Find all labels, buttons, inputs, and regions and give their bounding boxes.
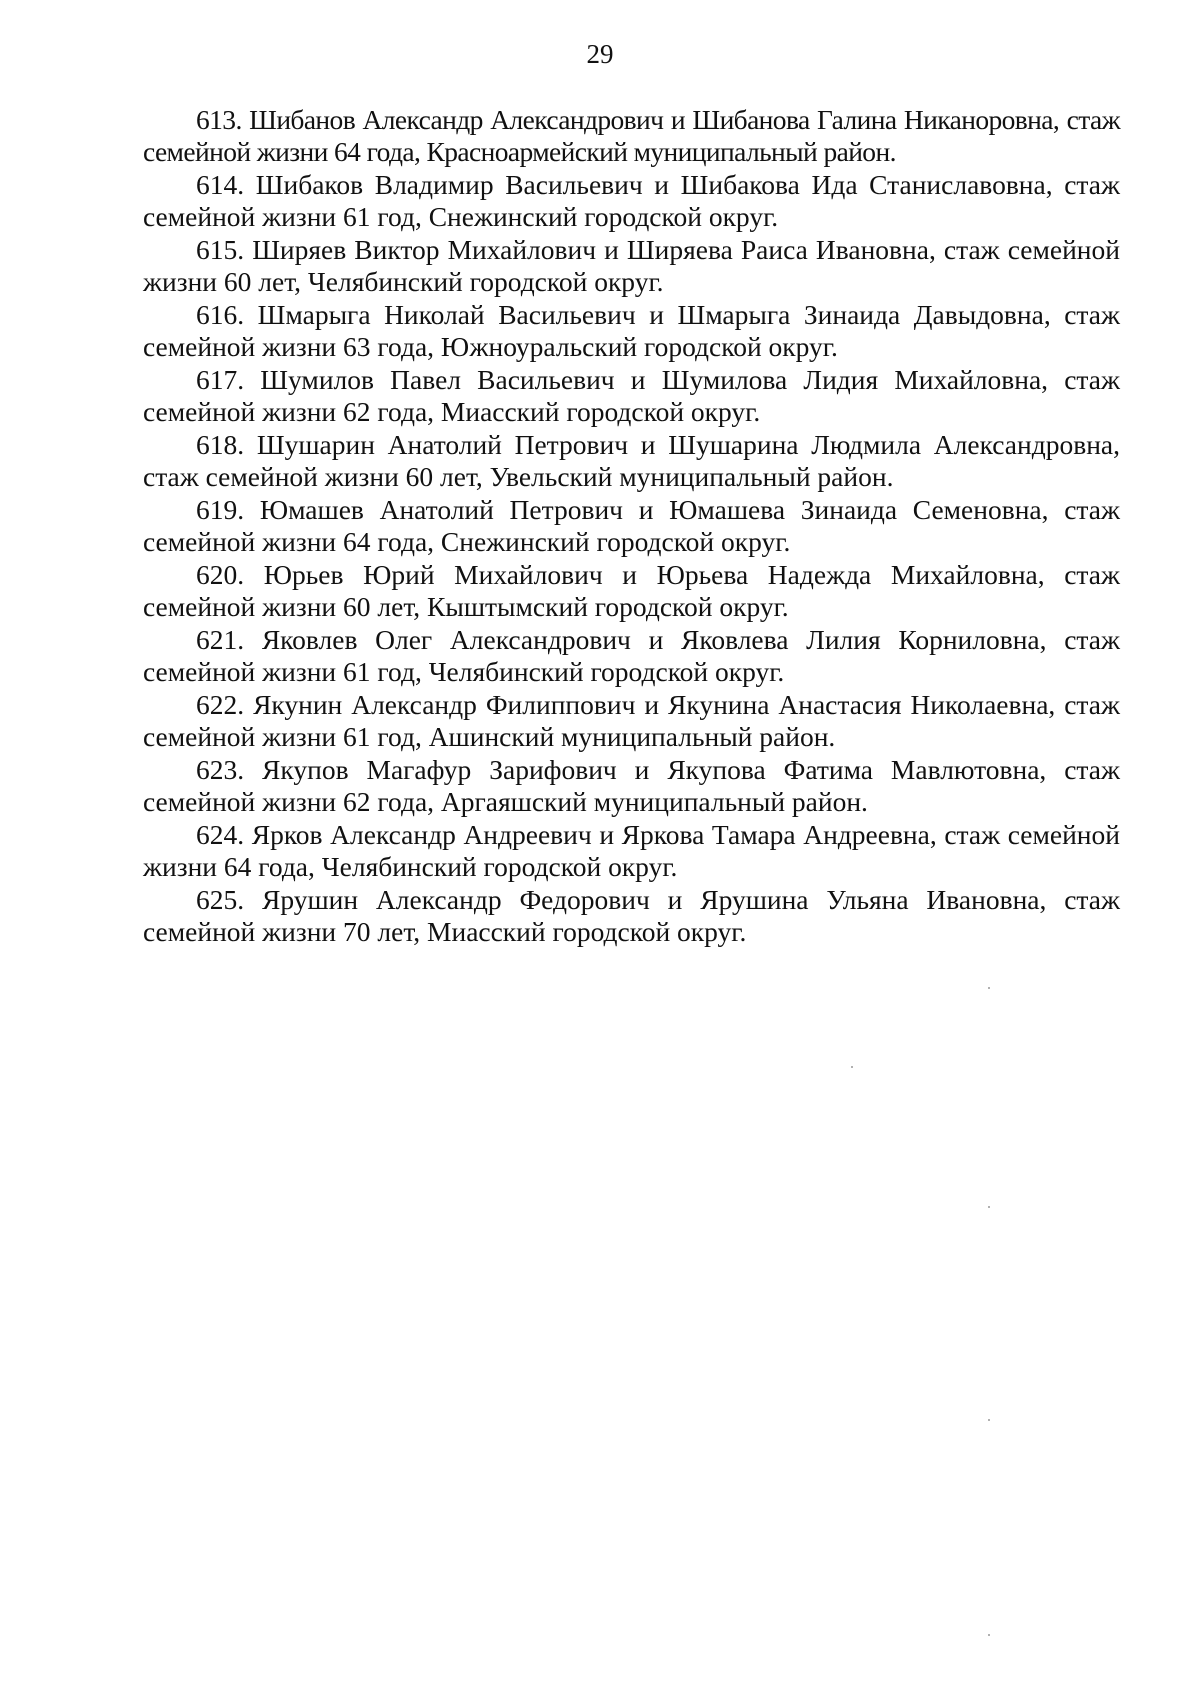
list-item: 621. Яковлев Олег Александрович и Яковлева Лилия Корниловна, стаж семейной жизни 61 год, Челябинский городской округ. xyxy=(143,624,1120,687)
list-item: 615. Ширяев Виктор Михайлович и Ширяева Раиса Ивановна, стаж семейной жизни 60 лет, Челябинский городской округ. xyxy=(143,234,1120,297)
scan-speck xyxy=(988,1419,990,1421)
list-item: 619. Юмашев Анатолий Петрович и Юмашева Зинаида Семеновна, стаж семейной жизни 64 года, Снежинский городской округ. xyxy=(143,494,1120,557)
list-item: 622. Якунин Александр Филиппович и Якунина Анастасия Николаевна, стаж семейной жизни 61 год, Ашинский муниципальный район. xyxy=(143,689,1120,752)
list-item: 625. Ярушин Александр Федорович и Ярушина Ульяна Ивановна, стаж семейной жизни 70 лет, Миасский городской округ. xyxy=(143,884,1120,947)
list-item: 620. Юрьев Юрий Михайлович и Юрьева Надежда Михайловна, стаж семейной жизни 60 лет, Кыштымский городской округ. xyxy=(143,559,1120,622)
list-item: 613. Шибанов Александр Александрович и Шибанова Галина Никаноровна, стаж семейной жизни 64 года, Красноармейский муниципальный район. xyxy=(143,104,1120,167)
list-item: 624. Ярков Александр Андреевич и Яркова Тамара Андреевна, стаж семейной жизни 64 года, Челябинский городской округ. xyxy=(143,819,1120,882)
scan-speck xyxy=(988,1634,990,1636)
entry-list xyxy=(143,104,1120,949)
list-item: 617. Шумилов Павел Васильевич и Шумилова Лидия Михайловна, стаж семейной жизни 62 года, Миасский городской округ. xyxy=(143,364,1120,427)
list-item: 614. Шибаков Владимир Васильевич и Шибакова Ида Станиславовна, стаж семейной жизни 61 год, Снежинский городской округ. xyxy=(143,169,1120,232)
page-number: 29 xyxy=(586,39,614,69)
list-item: 616. Шмарыга Николай Васильевич и Шмарыга Зинаида Давыдовна, стаж семейной жизни 63 года, Южноуральский городской округ. xyxy=(143,299,1120,362)
list-item: 618. Шушарин Анатолий Петрович и Шушарина Людмила Александровна, стаж семейной жизни 60 лет, Увельский муниципальный район. xyxy=(143,429,1120,492)
scan-speck xyxy=(988,1206,990,1208)
list-item: 623. Якупов Магафур Зарифович и Якупова Фатима Мавлютовна, стаж семейной жизни 62 года, Аргаяшский муниципальный район. xyxy=(143,754,1120,817)
scan-speck xyxy=(988,987,990,989)
scan-speck xyxy=(851,1066,853,1068)
